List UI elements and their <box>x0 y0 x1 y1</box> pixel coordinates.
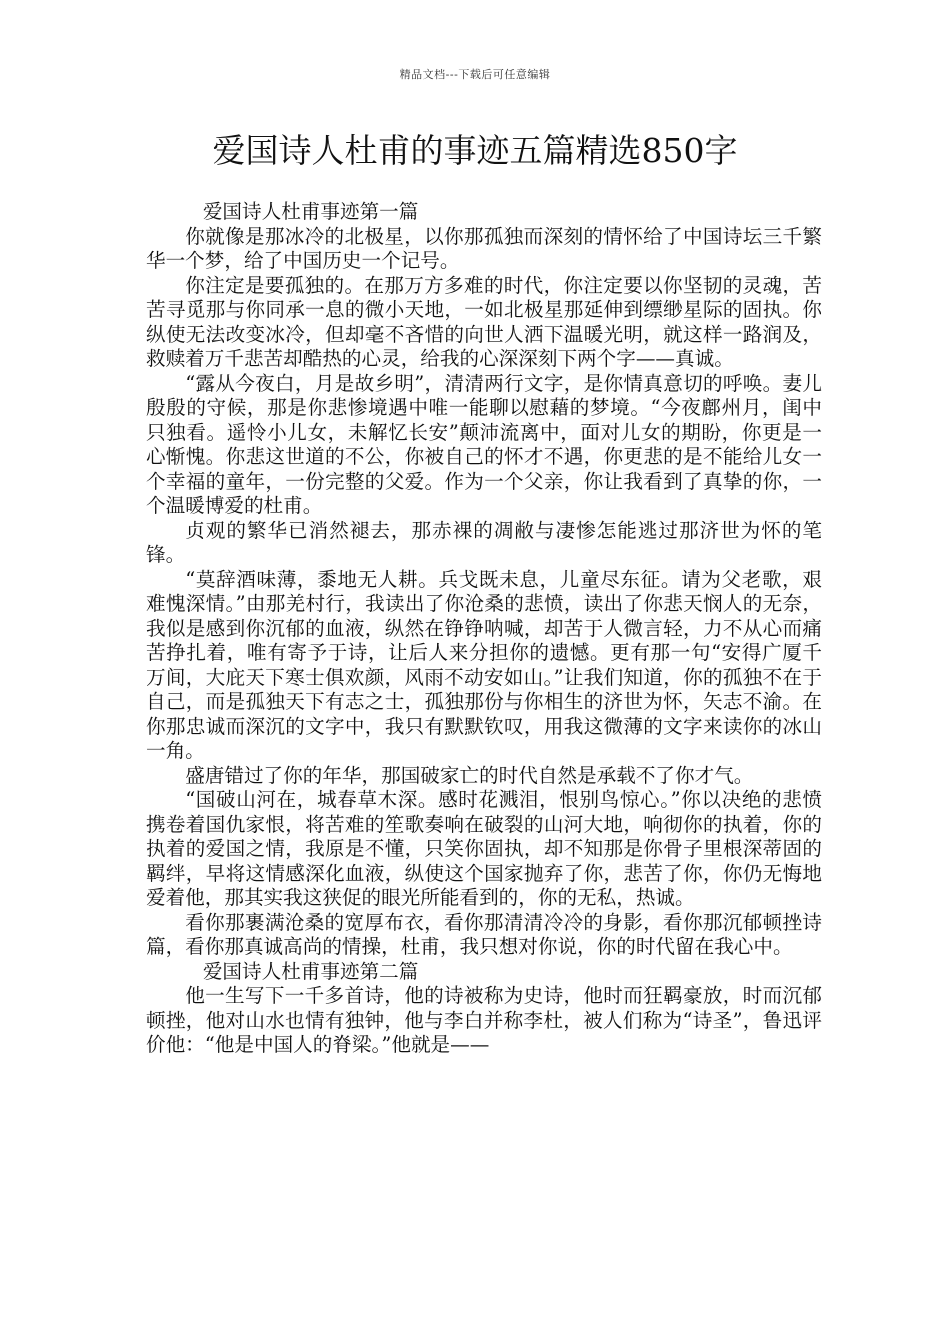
document-title: 爱国诗人杜甫的事迹五篇精选850字 <box>212 131 738 170</box>
body-paragraph: “国破山河在，城春草木深。感时花溅泪，恨别鸟惊心。”你以决绝的悲愤携卷着国仇家恨，将苦难的笙歌奏响在破裂的山河大地，响彻你的执着，你的执着的爱国之情，我原是不懂，只笑你固执，却不知那是你骨子里根深蒂固的羁绊，早将这情感深化血液，纵使这个国家抛弃了你，悲苦了你，你仍无悔地爱着他，那其实我这狭促的眼光所能看到的，你的无私，热诚。 <box>146 788 822 909</box>
header-note: 精品文档---下载后可任意编辑 <box>399 68 551 81</box>
body-paragraph: 盛唐错过了你的年华，那国破家亡的时代自然是承载不了你才气。 <box>185 763 754 787</box>
body-paragraph: 你就像是那冰冷的北极星，以你那孤独而深刻的情怀给了中国诗坛三千繁华一个梦，给了中国历史一个记号。 <box>146 224 822 272</box>
body-paragraph: “露从今夜白，月是故乡明”，清清两行文字，是你情真意切的呼唤。妻儿殷殷的守候，那是你悲惨境遇中唯一能聊以慰藉的梦境。“今夜鄜州月，闺中只独看。遥怜小儿女，未解忆长安”颠沛流离中，面对儿女的期盼，你更是一心惭愧。你悲这世道的不公，你被自己的怀才不遇，你更悲的是不能给儿女一个幸福的童年，一份完整的父爱。作为一个父亲，你让我看到了真挚的你，一个温暖博爱的杜甫。 <box>146 371 822 517</box>
body-paragraph: “莫辞酒味薄，黍地无人耕。兵戈既未息，儿童尽东征。请为父老歌，艰难愧深情。”由那羌村行，我读出了你沧桑的悲愤，读出了你悲天悯人的无奈，我似是感到你沉郁的血液，纵然在铮铮呐喊，却苦于人微言轻，力不从心而痛苦挣扎着，唯有寄予于诗，让后人来分担你的遗憾。更有那一句“安得广厦千万间，大庇天下寒士俱欢颜，风雨不动安如山。”让我们知道，你的孤独不在于自己，而是孤独天下有志之士，孤独那份与你相生的济世为怀，矢志不渝。在你那忠诚而深沉的文字中，我只有默默钦叹，用我这微薄的文字来读你的冰山一角。 <box>146 567 822 762</box>
body-paragraph: 贞观的繁华已消然褪去，那赤裸的凋敝与凄惨怎能逃过那济世为怀的笔锋。 <box>146 518 822 566</box>
body-paragraph: 他一生写下一千多首诗，他的诗被称为史诗，他时而狂羁豪放，时而沉郁顿挫，他对山水也情有独钟，他与李白并称李杜，被人们称为“诗圣”，鲁迅评价他：“他是中国人的脊梁。”他就是—— <box>146 984 822 1056</box>
document-body <box>146 200 822 1058</box>
section-heading: 爱国诗人杜甫事迹第二篇 <box>202 959 419 983</box>
section-heading: 爱国诗人杜甫事迹第一篇 <box>202 200 419 223</box>
body-paragraph: 看你那裹满沧桑的宽厚布衣，看你那清清冷冷的身影，看你那沉郁顿挫诗篇，看你那真诚高尚的情操，杜甫，我只想对你说，你的时代留在我心中。 <box>146 910 822 958</box>
body-paragraph: 你注定是要孤独的。在那万方多难的时代，你注定要以你坚韧的灵魂，苦苦寻觅那与你同承一息的微小天地，一如北极星那延伸到缥缈星际的固执。你纵使无法改变冰冷，但却毫不吝惜的向世人洒下温暖光明，就这样一路润及，救赎着万千悲苦却酷热的心灵，给我的心深深刻下两个字——真诚。 <box>146 273 822 370</box>
